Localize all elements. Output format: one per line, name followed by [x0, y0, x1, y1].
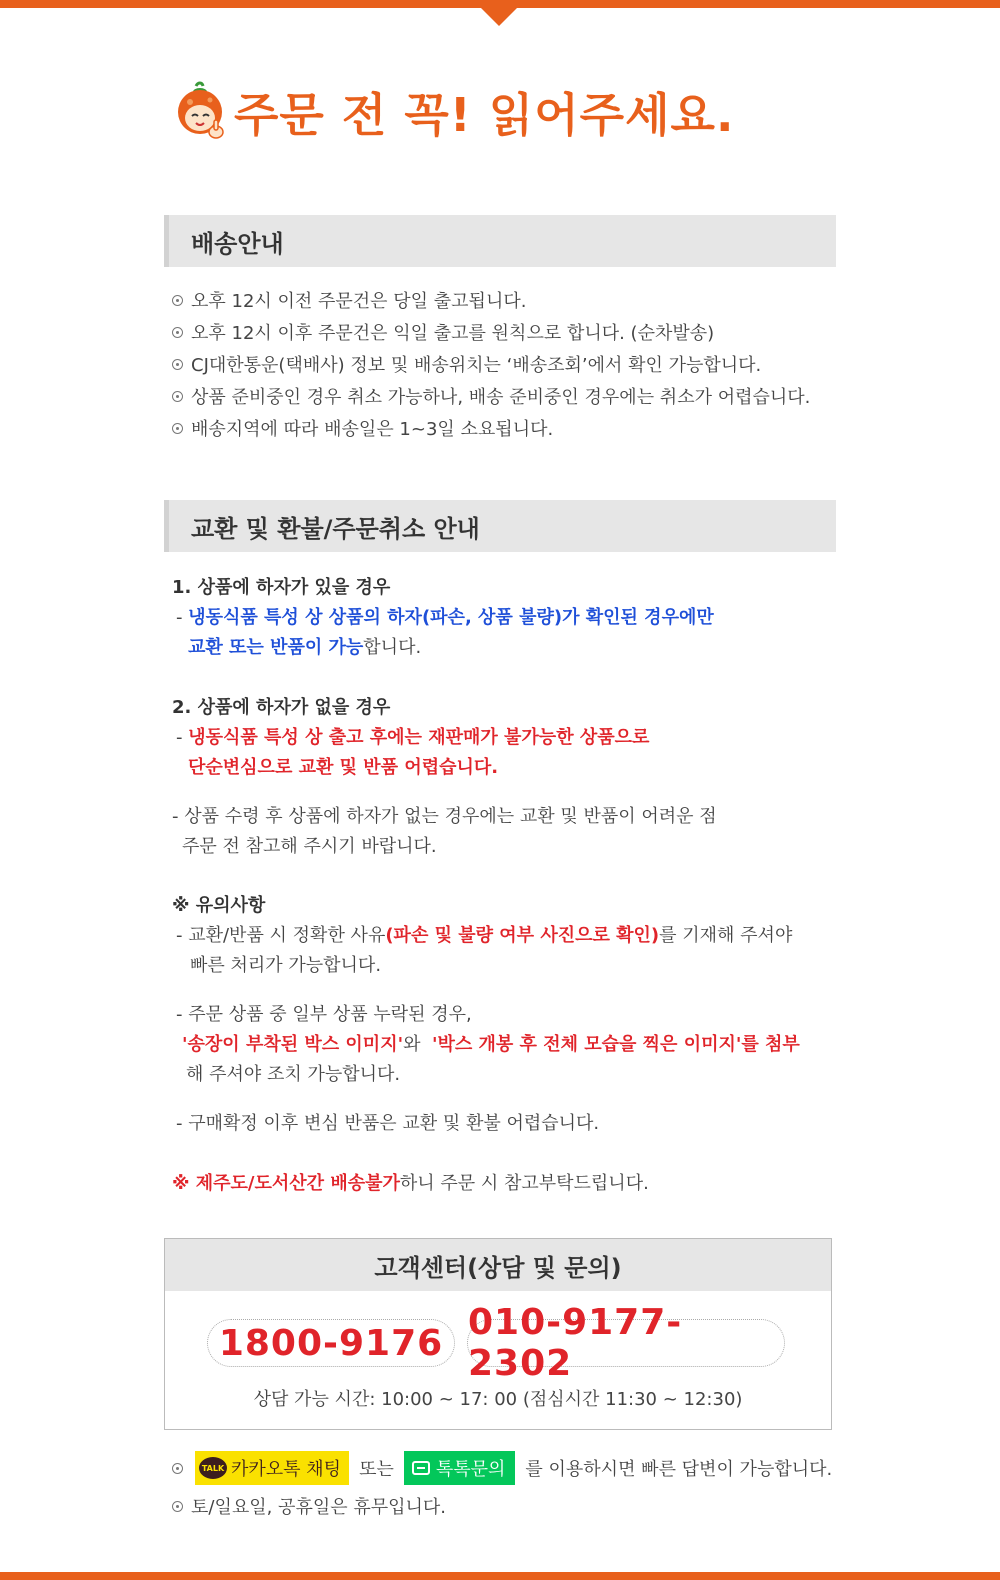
naver-chat-icon: [412, 1461, 430, 1475]
exchange-heading: 교환 및 환불/주문취소 안내: [164, 500, 836, 552]
case1-line2: [188, 633, 421, 659]
phone-number-2[interactable]: 010-9177-2302: [467, 1319, 785, 1367]
caution2-line3: 해 주셔야 조치 가능합니다.: [186, 1064, 401, 1085]
contact-channels-rest: 를 이용하시면 빠른 답변이 가능합니다.: [525, 1459, 833, 1480]
jeju-rest: 하니 주문 시 참고부탁드립니다.: [399, 1173, 649, 1194]
contact-channels: [172, 1451, 832, 1485]
or-text: 또는: [359, 1459, 394, 1480]
caution2-line1: [176, 1000, 472, 1026]
holiday-notice-text: 토/일요일, 공휴일은 휴무입니다.: [191, 1497, 446, 1518]
naver-talktalk-button[interactable]: [404, 1451, 516, 1485]
bullet-circle-icon: [172, 327, 183, 338]
caution2-line2: [182, 1030, 800, 1056]
case1-line2-highlight: 교환 또는 반품이 가능: [188, 637, 364, 658]
shipping-item: [172, 415, 553, 441]
jeju-highlight: ※ 제주도/도서산간 배송불가: [172, 1173, 400, 1194]
shipping-item: [172, 383, 810, 409]
note-line1-text: 상품 수령 후 상품에 하자가 없는 경우에는 교환 및 반품이 어려운 점: [184, 806, 717, 827]
shipping-item: [172, 287, 526, 313]
shipping-item: [172, 351, 761, 377]
case1-line1-text: 냉동식품 특성 상 상품의 하자(파손, 상품 불량)가 확인된 경우에만: [188, 607, 714, 628]
holiday-notice: [172, 1493, 446, 1519]
jeju-notice: [172, 1169, 649, 1195]
caution1-pre: 교환/반품 시 정확한 사유: [188, 925, 386, 946]
dash: -: [176, 1004, 189, 1025]
case2-line1: [176, 723, 649, 749]
caution1-line2: 빠른 처리가 가능합니다.: [190, 955, 382, 976]
kakao-chat-label: 카카오톡 채팅: [231, 1459, 342, 1480]
shipping-heading: 배송안내: [164, 215, 836, 267]
dash: -: [176, 1113, 189, 1134]
customer-center-box: [164, 1238, 832, 1430]
customer-center-heading: 고객센터(상담 및 문의): [165, 1239, 831, 1291]
caution1-line1: [176, 921, 792, 947]
dash: -: [172, 806, 185, 827]
note-line2: 주문 전 참고해 주시기 바랍니다.: [182, 836, 437, 857]
bullet-circle-icon: [172, 1501, 183, 1512]
case2-title: 2. 상품에 하자가 없을 경우: [172, 697, 391, 718]
bullet-circle-icon: [172, 1463, 183, 1474]
bottom-accent-bar: [0, 1572, 1000, 1580]
shipping-item-text: 상품 준비중인 경우 취소 가능하나, 배송 준비중인 경우에는 취소가 어렵습니다.: [191, 387, 811, 408]
shipping-item-text: 배송지역에 따라 배송일은 1~3일 소요됩니다.: [191, 419, 554, 440]
kakao-chat-button[interactable]: [195, 1451, 349, 1485]
caution2-highlight1: '송장이 부착된 박스 이미지': [182, 1034, 404, 1055]
case1-title: 1. 상품에 하자가 있을 경우: [172, 577, 391, 598]
dash: -: [176, 925, 189, 946]
shipping-item-text: CJ대한통운(택배사) 정보 및 배송위치는 ‘배송조회’에서 확인 가능합니다.: [191, 355, 762, 376]
shipping-item-text: 오후 12시 이전 주문건은 당일 출고됩니다.: [191, 291, 527, 312]
dash: -: [176, 607, 189, 628]
bullet-circle-icon: [172, 391, 183, 402]
caution1-post: 를 기재해 주셔야: [659, 925, 793, 946]
caution3-line: [176, 1109, 599, 1135]
top-accent-bar: [0, 0, 1000, 8]
page-header: [172, 76, 832, 148]
kakao-talk-icon: TALK: [199, 1457, 227, 1479]
page-title: 주문 전 꼭! 읽어주세요.: [234, 88, 735, 142]
caution-title: ※ 유의사항: [172, 895, 266, 916]
shipping-item-text: 오후 12시 이후 주문건은 익일 출고를 원칙으로 합니다. (순차발송): [191, 323, 715, 344]
caution2-mid: 와: [403, 1034, 421, 1055]
dash: -: [176, 727, 189, 748]
shipping-item: [172, 319, 714, 345]
case1-line1: [176, 603, 714, 629]
bullet-circle-icon: [172, 359, 183, 370]
bullet-circle-icon: [172, 423, 183, 434]
bullet-circle-icon: [172, 295, 183, 306]
caution1-highlight: (파손 및 불량 여부 사진으로 확인): [385, 925, 660, 946]
consultation-hours: 상담 가능 시간: 10:00 ~ 17: 00 (점심시간 11:30 ~ 12:30): [253, 1389, 743, 1410]
caution2-highlight2: '박스 개봉 후 전체 모습을 찍은 이미지'를 첨부: [431, 1034, 800, 1055]
naver-talktalk-label: 톡톡문의: [435, 1459, 506, 1480]
case2-line2: 단순변심으로 교환 및 반품 어렵습니다.: [188, 757, 499, 778]
case1-line2-rest: 합니다.: [363, 637, 422, 658]
note-line1: [172, 802, 717, 828]
mascot-icon: [172, 80, 228, 144]
case2-line1-text: 냉동식품 특성 상 출고 후에는 재판매가 불가능한 상품으로: [188, 727, 650, 748]
caution2-line1-text: 주문 상품 중 일부 상품 누락된 경우,: [188, 1004, 472, 1025]
phone-number-1[interactable]: 1800-9176: [207, 1319, 455, 1367]
caution3-text: 구매확정 이후 변심 반품은 교환 및 환불 어렵습니다.: [188, 1113, 600, 1134]
top-notch-arrow: [481, 8, 517, 26]
